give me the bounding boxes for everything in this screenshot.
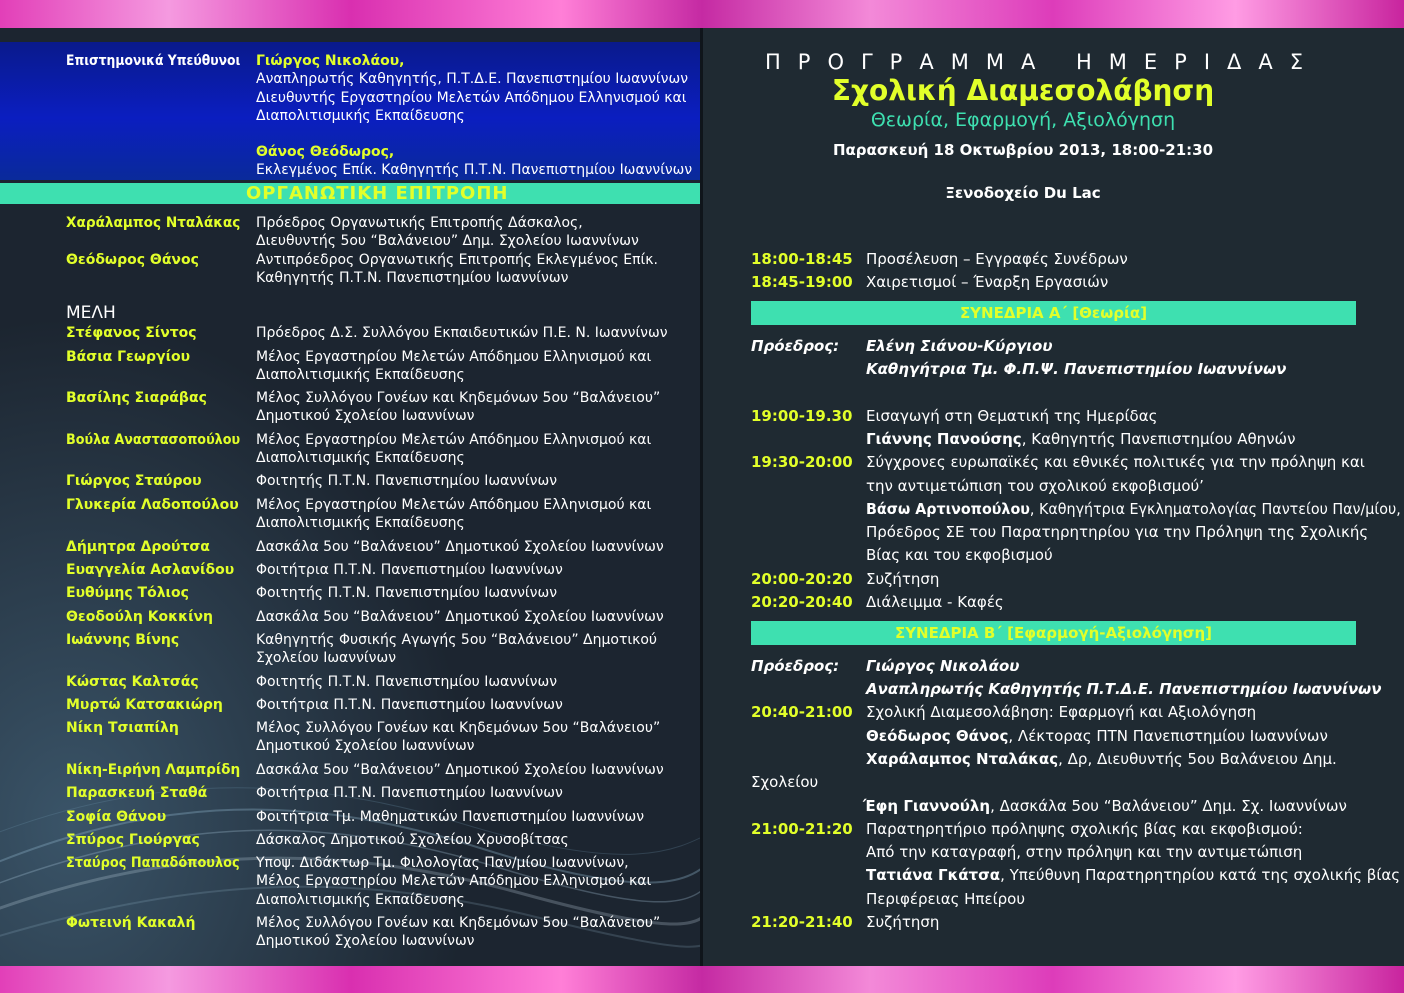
agenda-item: Σύγχρονες ευρωπαϊκές και εθνικές πολιτικές για την πρόληψη και	[866, 453, 1365, 471]
time-slot: 20:20-20:40	[751, 593, 853, 611]
director-1-line-2: Διευθυντής Εργαστηρίου Μελετών Απόδημου Ελληνισμού και	[256, 90, 687, 106]
speaker-role-cont: Βίας και του εκφοβισμού	[866, 546, 1053, 564]
session-b-chair-label: Πρόεδρος:	[751, 657, 840, 675]
member-role-line: Δημοτικού Σχολείου Ιωαννίνων	[256, 933, 475, 950]
member-role-line: Φοιτητής Π.Τ.Ν. Πανεπιστημίου Ιωαννίνων	[256, 585, 558, 601]
member-role-line: Φοιτήτρια Π.Τ.Ν. Πανεπιστημίου Ιωαννίνων	[256, 697, 563, 713]
member-role-line: Μέλος Συλλόγου Γονέων και Κηδεμόνων 5ου “Βαλάνειου”	[256, 720, 661, 736]
speaker-role: , Καθηγητής Πανεπιστημίου Αθηνών	[1021, 430, 1296, 448]
speaker-line	[863, 796, 1347, 816]
agenda-item: Παρατηρητήριο πρόληψης σχολικής βίας και εκφοβισμού:	[866, 820, 1303, 838]
speaker-role-cont: Περιφέρειας Ηπείρου	[866, 890, 1026, 908]
main-title: Σχολική Διαμεσολάβηση	[831, 74, 1215, 107]
member-role-line: Δημοτικού Σχολείου Ιωαννίνων	[256, 408, 475, 425]
agenda-item: Διάλειμμα - Καφές	[866, 593, 1004, 611]
speaker-name: Θεόδωρος Θάνος	[866, 727, 1009, 745]
time-slot: 18:00-18:45	[751, 250, 853, 268]
speaker-name: Έφη Γιαννούλη	[863, 797, 991, 815]
venue: Ξενοδοχείο Du Lac	[945, 184, 1101, 202]
session-b-title: ΣΥΝΕΔΡΙΑ Β΄ [Εφαρμογή-Αξιολόγηση]	[894, 624, 1213, 642]
left-panel	[0, 28, 700, 966]
time-slot: 20:40-21:00	[751, 703, 853, 721]
speaker-line	[866, 429, 1295, 449]
speaker-role-cont: Πρόεδρος ΣΕ του Παρατηρητηρίου για την Πρόληψη της Σχολικής	[866, 523, 1369, 541]
speaker-role: , Λέκτορας ΠΤΝ Πανεπιστημίου Ιωαννίνων	[1008, 727, 1328, 745]
time-slot: 19:00-19.30	[751, 407, 853, 425]
member-role-line: Υποψ. Διδάκτωρ Τμ. Φιλολογίας Παν/μίου Ιωαννίνων,	[256, 855, 629, 871]
member-name: Κώστας Καλτσάς	[66, 674, 199, 690]
member-role-line: Καθηγητής Φυσικής Αγωγής 5ου “Βαλάνειου” Δημοτικού	[256, 632, 658, 648]
agenda-item-cont: Από την καταγραφή, στην πρόληψη και την αντιμετώπιση	[866, 843, 1303, 861]
session-b-chair-role: Αναπληρωτής Καθηγητής Π.Τ.Δ.Ε. Πανεπιστημίου Ιωαννίνων	[866, 680, 1382, 698]
speaker-role: , Δασκάλα 5ου “Βαλάνειου” Δημ. Σχ. Ιωαννίνων	[990, 797, 1347, 815]
director-1-name: Γιώργος Νικολάου,	[256, 53, 405, 69]
member-role-line: Διαπολιτισμικής Εκπαίδευσης	[256, 515, 465, 532]
member-name: Μυρτώ Κατσακιώρη	[66, 697, 223, 713]
member-role-line: Φοιτήτρια Π.Τ.Ν. Πανεπιστημίου Ιωαννίνων	[256, 785, 563, 801]
member-role-line: Πρόεδρος Οργανωτικής Επιτροπής Δάσκαλος,	[256, 215, 583, 231]
time-slot: 19:30-20:00	[751, 453, 853, 471]
member-name: Θεόδωρος Θάνος	[66, 252, 199, 268]
director-2-name: Θάνος Θεόδωρος,	[256, 144, 395, 160]
member-name: Βασίλης Σιαράβας	[66, 390, 207, 406]
agenda-item: Συζήτηση	[866, 570, 940, 588]
speaker-line	[866, 499, 1401, 519]
member-role-line: Δασκάλα 5ου “Βαλάνειου” Δημοτικού Σχολείου Ιωαννίνων	[256, 762, 664, 778]
member-name: Σπύρος Γιούργας	[66, 832, 200, 848]
speaker-role: , Καθηγήτρια Εγκληματολογίας Παντείου Παν/μίου,	[1029, 500, 1401, 518]
member-role-line: Φοιτητής Π.Τ.Ν. Πανεπιστημίου Ιωαννίνων	[256, 674, 558, 690]
member-role-line: Φοιτήτρια Π.Τ.Ν. Πανεπιστημίου Ιωαννίνων	[256, 562, 563, 578]
speaker-line	[866, 865, 1400, 885]
member-role-line: Σχολείου Ιωαννίνων	[256, 650, 397, 667]
speaker-role-cont: Σχολείου	[751, 773, 819, 791]
time-slot: 18:45-19:00	[751, 273, 853, 291]
right-panel	[703, 28, 1404, 966]
program-title: ΠΡΟΓΡΑΜΜΑ ΗΜΕΡΙΔΑΣ	[765, 50, 1321, 74]
director-2-line-1: Εκλεγμένος Επίκ. Καθηγητής Π.Τ.Ν. Πανεπιστημίου Ιωαννίνων	[256, 162, 693, 178]
director-1-line-3: Διαπολιτισμικής Εκπαίδευσης	[256, 108, 465, 124]
speaker-name: Χαράλαμπος Νταλάκας	[866, 750, 1059, 768]
member-role-line: Μέλος Συλλόγου Γονέων και Κηδεμόνων 5ου “Βαλάνειου”	[256, 390, 661, 406]
time-slot: 21:00-21:20	[751, 820, 853, 838]
member-name: Ιωάννης Βίνης	[66, 632, 180, 648]
member-name: Φωτεινή Κακαλή	[66, 915, 196, 931]
member-name: Στέφανος Σίντος	[66, 325, 197, 341]
member-role-line: Μέλος Εργαστηρίου Μελετών Απόδημου Ελληνισμού και	[256, 349, 652, 365]
member-role-line: Φοιτητής Π.Τ.Ν. Πανεπιστημίου Ιωαννίνων	[256, 473, 558, 489]
speaker-role: , Υπεύθυνη Παρατηρητηρίου κατά της σχολικής βίας	[1000, 866, 1401, 884]
agenda-item: Σχολική Διαμεσολάβηση: Εφαρμογή και Αξιολόγηση	[866, 703, 1257, 721]
member-name: Βάσια Γεωργίου	[66, 349, 191, 365]
member-name: Γλυκερία Λαδοπούλου	[66, 497, 239, 513]
member-name: Χαράλαμπος Νταλάκας	[66, 215, 241, 231]
members-title: ΜΕΛΗ	[66, 303, 116, 323]
member-role-line: Μέλος Εργαστηρίου Μελετών Απόδημου Ελληνισμού και	[256, 432, 652, 448]
committee-title: ΟΡΓΑΝΩΤΙΚΗ ΕΠΙΤΡΟΠΗ	[246, 183, 509, 204]
agenda-item: Προσέλευση – Εγγραφές Συνέδρων	[866, 250, 1128, 268]
member-role-line: Μέλος Εργαστηρίου Μελετών Απόδημου Ελληνισμού και	[256, 873, 652, 890]
member-role-line: Δασκάλα 5ου “Βαλάνειου” Δημοτικού Σχολείου Ιωαννίνων	[256, 539, 664, 555]
member-role-line: Διαπολιτισμικής Εκπαίδευσης	[256, 367, 465, 384]
member-role-line: Διαπολιτισμικής Εκπαίδευσης	[256, 450, 465, 467]
director-1-line-1: Αναπληρωτής Καθηγητής, Π.Τ.Δ.Ε. Πανεπιστημίου Ιωαννίνων	[256, 71, 689, 87]
bottom-decorative-strip	[0, 966, 1404, 993]
speaker-name: Γιάννης Πανούσης	[866, 430, 1022, 448]
speaker-role: , Δρ, Διευθυντής 5ου Βαλάνειου Δημ.	[1058, 750, 1337, 768]
member-name: Δήμητρα Δρούτσα	[66, 539, 210, 555]
member-name: Βούλα Αναστασοπούλου	[66, 432, 241, 448]
scientific-directors-label: Επιστημονικά Υπεύθυνοι	[66, 53, 241, 69]
speaker-line	[866, 749, 1337, 769]
member-name: Ευθύμης Τόλιος	[66, 585, 189, 601]
member-name: Νίκη Τσιαπίλη	[66, 720, 179, 736]
member-name: Παρασκευή Σταθά	[66, 785, 208, 801]
session-a-chair-name: Ελένη Σιάνου-Κύργιου	[866, 337, 1053, 355]
member-name: Σοφία Θάνου	[66, 809, 167, 825]
member-role-line: Πρόεδρος Δ.Σ. Συλλόγου Εκπαιδευτικών Π.Ε. Ν. Ιωαννίνων	[256, 325, 668, 341]
time-slot: 20:00-20:20	[751, 570, 853, 588]
member-role-line: Μέλος Συλλόγου Γονέων και Κηδεμόνων 5ου “Βαλάνειου”	[256, 915, 661, 931]
agenda-item-cont: την αντιμετώπιση του σχολικού εκφοβισμού’	[866, 477, 1204, 495]
agenda-item: Συζήτηση	[866, 913, 940, 931]
member-name: Ευαγγελία Ασλανίδου	[66, 562, 235, 578]
speaker-name: Τατιάνα Γκάτσα	[866, 866, 1001, 884]
session-a-title: ΣΥΝΕΔΡΙΑ Α΄ [Θεωρία]	[959, 304, 1148, 322]
agenda-item: Εισαγωγή στη Θεματική της Ημερίδας	[866, 407, 1158, 425]
member-name: Θεοδούλη Κοκκίνη	[66, 609, 214, 625]
member-role-line: Διευθυντής 5ου “Βαλάνειου” Δημ. Σχολείου Ιωαννίνων	[256, 233, 639, 250]
member-role-line: Δάσκαλος Δημοτικού Σχολείου Χρυσοβίτσας	[256, 832, 569, 848]
speaker-line	[866, 726, 1328, 746]
time-slot: 21:20-21:40	[751, 913, 853, 931]
top-decorative-strip	[0, 0, 1404, 28]
member-role-line: Φοιτήτρια Τμ. Μαθηματικών Πανεπιστημίου Ιωαννίνων	[256, 809, 645, 825]
member-role-line: Δημοτικού Σχολείου Ιωαννίνων	[256, 738, 475, 755]
member-role-line: Δασκάλα 5ου “Βαλάνειου” Δημοτικού Σχολείου Ιωαννίνων	[256, 609, 664, 625]
agenda-item: Χαιρετισμοί – Έναρξη Εργασιών	[866, 273, 1109, 291]
member-role-line: Μέλος Εργαστηρίου Μελετών Απόδημου Ελληνισμού και	[256, 497, 652, 513]
member-role-line: Διαπολιτισμικής Εκπαίδευσης	[256, 891, 465, 908]
member-role-line: Αντιπρόεδρος Οργανωτικής Επιτροπής Εκλεγμένος Επίκ.	[256, 252, 658, 268]
speaker-name: Βάσω Αρτινοπούλου	[866, 500, 1030, 518]
session-b-chair-name: Γιώργος Νικολάου	[866, 657, 1020, 675]
member-role-line: Καθηγητής Π.Τ.Ν. Πανεπιστημίου Ιωαννίνων	[256, 270, 569, 287]
session-a-chair-label: Πρόεδρος:	[751, 337, 840, 355]
event-date: Παρασκευή 18 Οκτωβρίου 2013, 18:00-21:30	[832, 141, 1214, 159]
member-name: Γιώργος Σταύρου	[66, 473, 202, 489]
member-name: Νίκη-Ειρήνη Λαμπρίδη	[66, 762, 241, 778]
session-a-chair-role: Καθηγήτρια Τμ. Φ.Π.Ψ. Πανεπιστημίου Ιωαννίνων	[866, 360, 1287, 378]
member-name: Σταύρος Παπαδόπουλος	[66, 855, 240, 871]
subtitle: Θεωρία, Εφαρμογή, Αξιολόγηση	[870, 109, 1176, 131]
